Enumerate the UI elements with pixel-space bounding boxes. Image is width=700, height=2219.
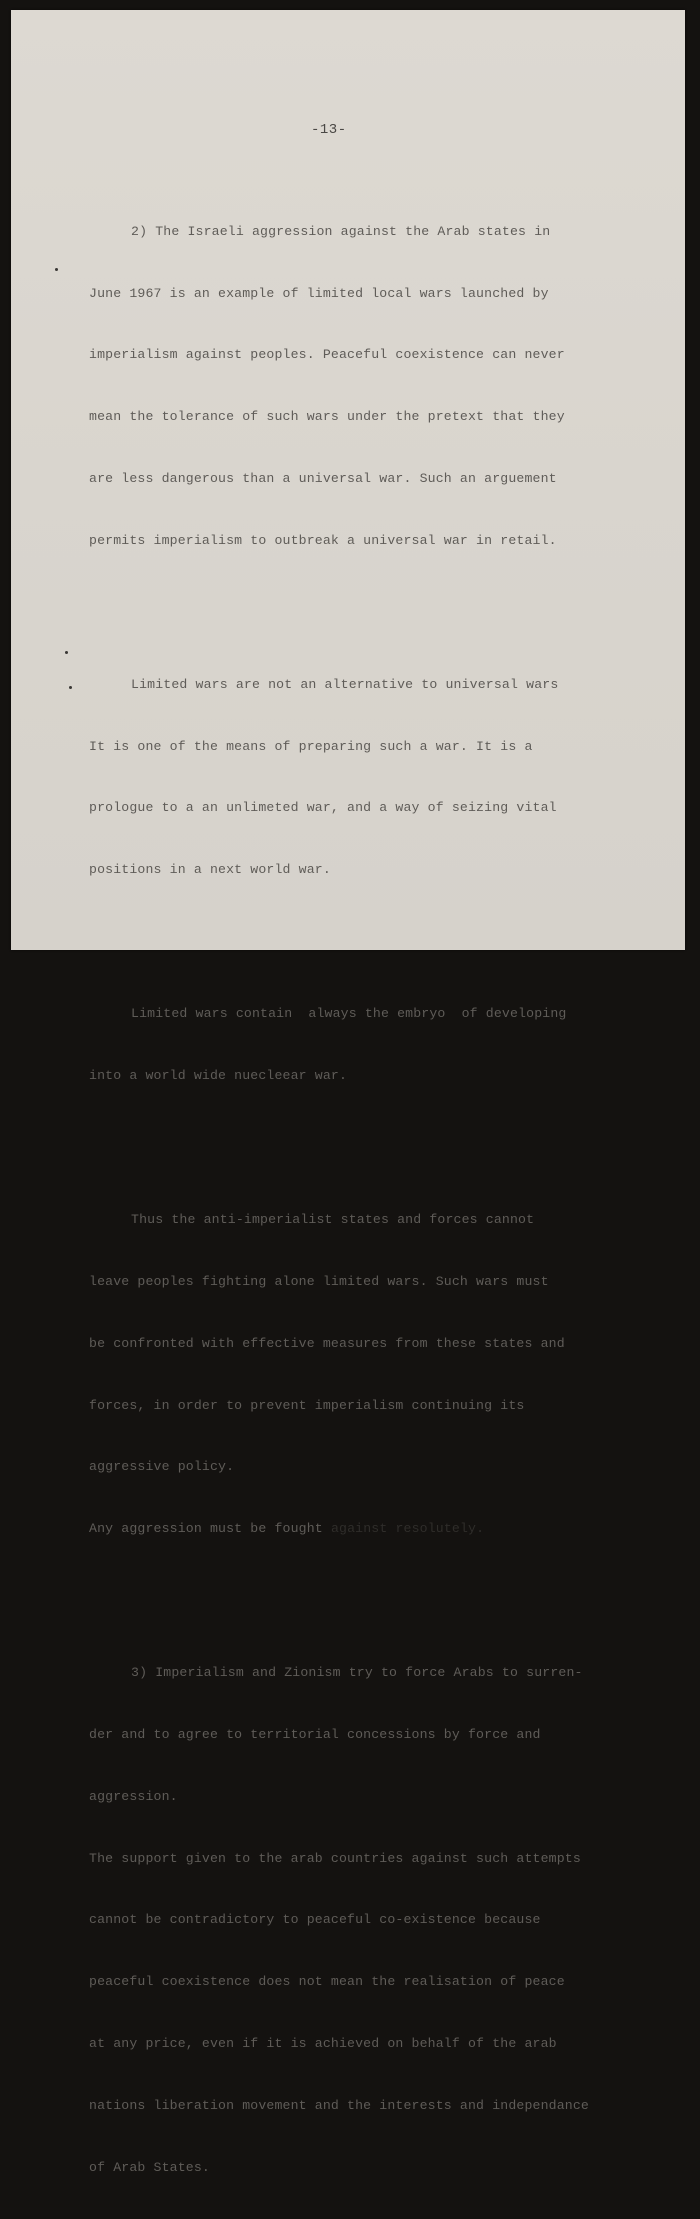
- text-line: Limited wars are not an alternative to universal wars: [131, 676, 559, 692]
- text-segment: Any aggression must be fought: [89, 1521, 323, 1537]
- text-line: leave peoples fighting alone limited wars. Such wars must: [89, 1274, 549, 1290]
- text-line: permits imperialism to outbreak a universal war in retail.: [89, 532, 557, 548]
- page-number: -13-: [311, 122, 347, 138]
- margin-dot: [69, 686, 72, 689]
- text-line: 3) Imperialism and Zionism try to force Arabs to surren-: [131, 1665, 583, 1681]
- text-line: cannot be contradictory to peaceful co-existence because: [89, 1912, 541, 1928]
- text-line: June 1967 is an example of limited local wars launched by: [89, 285, 549, 301]
- text-line: mean the tolerance of such wars under the pretext that they: [89, 409, 565, 425]
- text-line: aggressive policy.: [89, 1459, 235, 1475]
- text-line: It is one of the means of preparing such a war. It is a: [89, 738, 533, 754]
- text-line: be confronted with effective measures from these states and: [89, 1335, 565, 1351]
- body-text: [89, 160, 629, 2219]
- text-line: are less dangerous than a universal war. Such an arguement: [89, 470, 557, 486]
- text-line: 2) The Israeli aggression against the Arab states in: [131, 223, 551, 239]
- document-page: [11, 10, 685, 2175]
- text-line: imperialism against peoples. Peaceful coexistence can never: [89, 347, 565, 363]
- text-line: positions in a next world war.: [89, 862, 331, 878]
- text-line: Thus the anti-imperialist states and forces cannot: [131, 1212, 535, 1228]
- emphasized-text: against resolutely.: [330, 1521, 485, 1537]
- text-line: at any price, even if it is achieved on behalf of the arab: [89, 2036, 557, 2052]
- text-line: forces, in order to prevent imperialism continuing its: [89, 1397, 525, 1413]
- text-line: [89, 1519, 629, 1540]
- text-line: der and to agree to territorial concessions by force and: [89, 1727, 541, 1743]
- margin-dot: [55, 268, 58, 271]
- text-line: prologue to a an unlimeted war, and a way of seizing vital: [89, 800, 557, 816]
- text-line: aggression.: [89, 1788, 178, 1804]
- text-line: of Arab States.: [89, 2159, 210, 2175]
- text-line: into a world wide nuecleear war.: [89, 1068, 348, 1084]
- text-line: peaceful coexistence does not mean the realisation of peace: [89, 1974, 565, 1990]
- text-line: nations liberation movement and the interests and independance: [89, 2097, 589, 2113]
- text-line: Limited wars contain always the embryo of developing: [131, 1006, 567, 1022]
- margin-dot: [65, 651, 68, 654]
- text-line: The support given to the arab countries against such attempts: [89, 1850, 581, 1866]
